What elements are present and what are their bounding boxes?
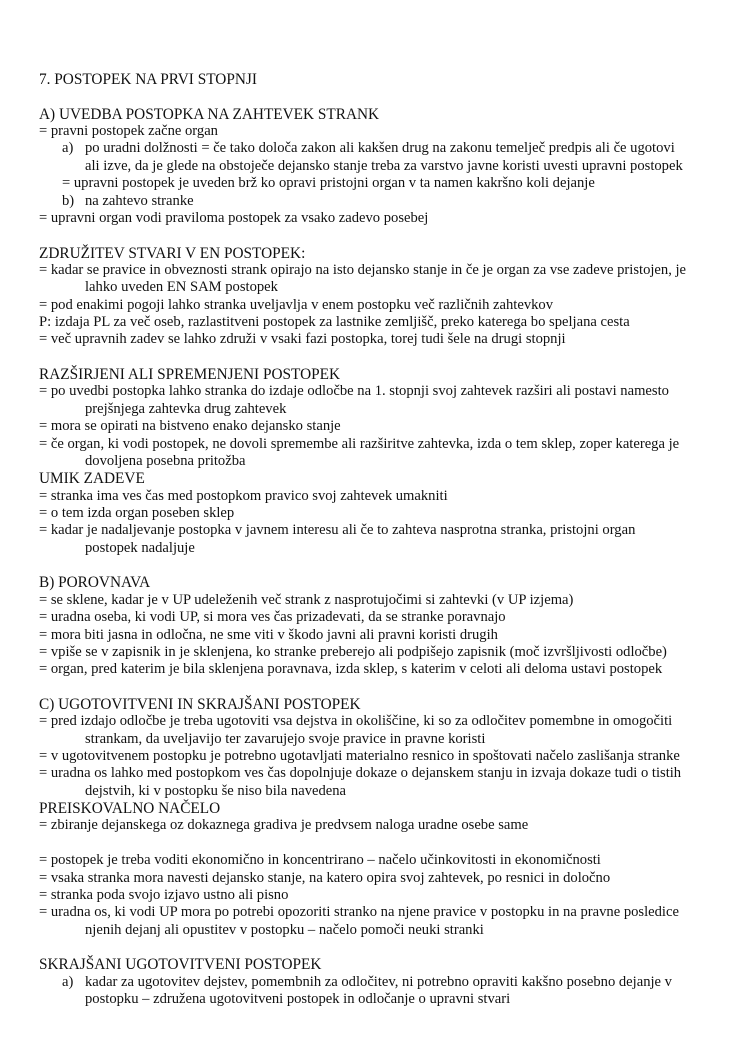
list-marker: a)	[62, 973, 74, 990]
paragraph-line	[39, 505, 729, 522]
paragraph-line	[39, 748, 729, 765]
paragraph-line	[39, 383, 729, 400]
line-text: = se sklene, kadar je v UP udeleženih več strank z nasprotujočimi si zahtevki (v UP izjema)	[39, 591, 574, 608]
line-text: = kadar se pravice in obveznosti strank opirajo na isto dejansko stanje in če je organ za vse zadeve pristojen, je	[39, 261, 687, 278]
line-text: PREISKOVALNO NAČELO	[39, 800, 221, 818]
paragraph-continuation	[39, 453, 729, 470]
line-text: = uradna os lahko med postopkom ves čas dopolnjuje dokaze o dejanskem stanju in izvaja dokaze tudi o tistih	[39, 765, 682, 782]
paragraph-line	[39, 297, 729, 314]
line-text: = kadar je nadaljevanje postopka v javnem interesu ali če to zahteva nasprotna stranka, pristojni organ	[39, 522, 636, 539]
paragraph-line	[39, 522, 729, 539]
list-item	[39, 193, 729, 210]
paragraph-line	[39, 436, 729, 453]
paragraph-line	[39, 609, 729, 626]
paragraph-line	[39, 904, 729, 921]
paragraph-continuation	[39, 922, 729, 939]
line-text: = več upravnih zadev se lahko združi v vsaki fazi postopka, torej tudi šele na drugi stopnji	[39, 331, 566, 348]
line-text: A) UVEDBA POSTOPKA NA ZAHTEVEK STRANK	[39, 105, 380, 123]
blank-line	[39, 679, 729, 696]
line-text: P: izdaja PL za več oseb, razlastitveni postopek za lastnike zemljišč, preko katerega bo speljana cesta	[39, 314, 630, 331]
paragraph-line	[39, 210, 729, 227]
list-item-continuation	[39, 158, 729, 175]
line-text: = zbiranje dejanskega oz dokaznega gradiva je predvsem naloga uradne osebe same	[39, 817, 529, 834]
paragraph-line	[39, 592, 729, 609]
section-heading	[39, 574, 729, 591]
list-marker: b)	[62, 192, 75, 209]
section-heading	[39, 106, 729, 123]
line-text: po uradni dolžnosti = če tako določa zakon ali kakšen drug na zakonu temelječ predpis ali če ugotovi	[85, 140, 675, 157]
line-text: = stranka poda svojo izjavo ustno ali pisno	[39, 886, 289, 903]
line-text: postopek nadaljuje	[85, 539, 195, 556]
blank-line	[39, 939, 729, 956]
paragraph-continuation	[39, 783, 729, 800]
paragraph-line	[39, 852, 729, 869]
line-text: = pravni postopek začne organ	[39, 123, 218, 140]
paragraph-continuation	[39, 401, 729, 418]
paragraph-continuation	[39, 540, 729, 557]
paragraph-line	[39, 331, 729, 348]
paragraph-line	[39, 418, 729, 435]
paragraph-line	[39, 262, 729, 279]
paragraph-line	[39, 627, 729, 644]
line-text: 7. POSTOPEK NA PRVI STOPNJI	[39, 71, 257, 88]
section-heading	[39, 800, 729, 817]
list-item	[39, 140, 729, 157]
list-item	[39, 974, 729, 991]
paragraph-line	[39, 870, 729, 887]
paragraph-continuation	[39, 731, 729, 748]
section-heading	[39, 366, 729, 383]
line-text: strankam, da uveljavijo ter zavarujejo svoje pravice in pravne koristi	[85, 730, 486, 747]
line-text: C) UGOTOVITVENI IN SKRAJŠANI POSTOPEK	[39, 695, 361, 713]
line-text: = mora biti jasna in odločna, ne sme viti v škodo javni ali pravni koristi drugih	[39, 626, 498, 643]
line-text: RAZŠIRJENI ALI SPREMENJENI POSTOPEK	[39, 366, 341, 384]
line-text: na zahtevo stranke	[85, 192, 194, 209]
line-text: = mora se opirati na bistveno enako dejansko stanje	[39, 418, 341, 435]
line-text: = uradna oseba, ki vodi UP, si mora ves čas prizadevati, da se stranke poravnajo	[39, 609, 506, 626]
paragraph-continuation	[39, 279, 729, 296]
blank-line	[39, 349, 729, 366]
blank-line	[39, 227, 729, 244]
section-heading	[39, 71, 729, 88]
line-text: = uradna os, ki vodi UP mora po potrebi opozoriti stranko na njene pravice v postopku in na pravne posledice	[39, 904, 679, 921]
line-text: = vsaka stranka mora navesti dejansko stanje, na katero opira svoj zahtevek, po resnici in določno	[39, 869, 611, 886]
line-text: kadar za ugotovitev dejstev, pomembnih za odločitev, ni potrebno opraviti kakšno posebno dejanje v	[85, 973, 672, 990]
line-text: lahko uveden EN SAM postopek	[85, 279, 278, 296]
line-text: njenih dejanj ali opustitev v postopku – načelo pomoči neuki stranki	[85, 921, 484, 938]
paragraph-line	[39, 887, 729, 904]
list-marker: a)	[62, 140, 74, 157]
sub-paragraph-line	[39, 175, 729, 192]
line-text: = pred izdajo odločbe je treba ugotoviti vsa dejstva in okoliščine, ki so za odločitev pomembne in omogočiti	[39, 713, 673, 730]
section-heading	[39, 956, 729, 973]
paragraph-line	[39, 765, 729, 782]
paragraph-line	[39, 817, 729, 834]
line-text: = upravni organ vodi praviloma postopek za vsako zadevo posebej	[39, 209, 429, 226]
paragraph-line	[39, 488, 729, 505]
line-text: ali izve, da je glede na obstoječe dejansko stanje treba za varstvo javne koristi uvesti upravni postopek	[85, 157, 683, 174]
section-heading	[39, 696, 729, 713]
line-text: prejšnjega zahtevka drug zahtevek	[85, 400, 287, 417]
line-text: = če organ, ki vodi postopek, ne dovoli spremembe ali razširitve zahtevka, izda o tem sklep, zoper katerega je	[39, 435, 680, 452]
paragraph-line	[39, 123, 729, 140]
section-heading	[39, 245, 729, 262]
line-text: = vpiše se v zapisnik in je sklenjena, ko stranke preberejo ali podpišejo zapisnik (moč izvršljivosti odločbe)	[39, 643, 667, 660]
line-text: B) POROVNAVA	[39, 574, 151, 592]
line-text: = o tem izda organ poseben sklep	[39, 504, 235, 521]
line-text: = po uvedbi postopka lahko stranka do izdaje odločbe na 1. stopnji svoj zahtevek razširi ali postavi namesto	[39, 383, 669, 400]
section-heading	[39, 470, 729, 487]
line-text: = stranka ima ves čas med postopkom pravico svoj zahtevek umakniti	[39, 487, 448, 504]
line-text: = v ugotovitvenem postopku je potrebno ugotavljati materialno resnico in spoštovati načelo zaslišanja stranke	[39, 748, 680, 765]
list-item-continuation	[39, 991, 729, 1008]
line-text: ZDRUŽITEV STVARI V EN POSTOPEK:	[39, 244, 306, 262]
paragraph-line	[39, 713, 729, 730]
paragraph-line	[39, 644, 729, 661]
blank-line	[39, 557, 729, 574]
line-text: = pod enakimi pogoji lahko stranka uveljavlja v enem postopku več različnih zahtevkov	[39, 296, 554, 313]
line-text: = organ, pred katerim je bila sklenjena poravnava, izda sklep, s katerim v celoti ali deloma ustavi postopek	[39, 661, 663, 678]
line-text: dejstvih, ki v postopku še niso bila navedena	[85, 782, 347, 799]
paragraph-line	[39, 314, 729, 331]
blank-line	[39, 88, 729, 105]
document-page	[39, 71, 729, 1008]
line-text: SKRAJŠANI UGOTOVITVENI POSTOPEK	[39, 956, 322, 974]
blank-line	[39, 835, 729, 852]
line-text: dovoljena posebna pritožba	[85, 452, 246, 469]
line-text: UMIK ZADEVE	[39, 470, 145, 488]
line-text: = upravni postopek je uveden brž ko opravi pristojni organ v ta namen kakršno koli dejanje	[62, 175, 595, 192]
paragraph-line	[39, 661, 729, 678]
line-text: = postopek je treba voditi ekonomično in koncentrirano – načelo učinkovitosti in ekonomičnosti	[39, 852, 601, 869]
line-text: postopku – združena ugotovitveni postopek in odločanje o upravni stvari	[85, 991, 511, 1008]
